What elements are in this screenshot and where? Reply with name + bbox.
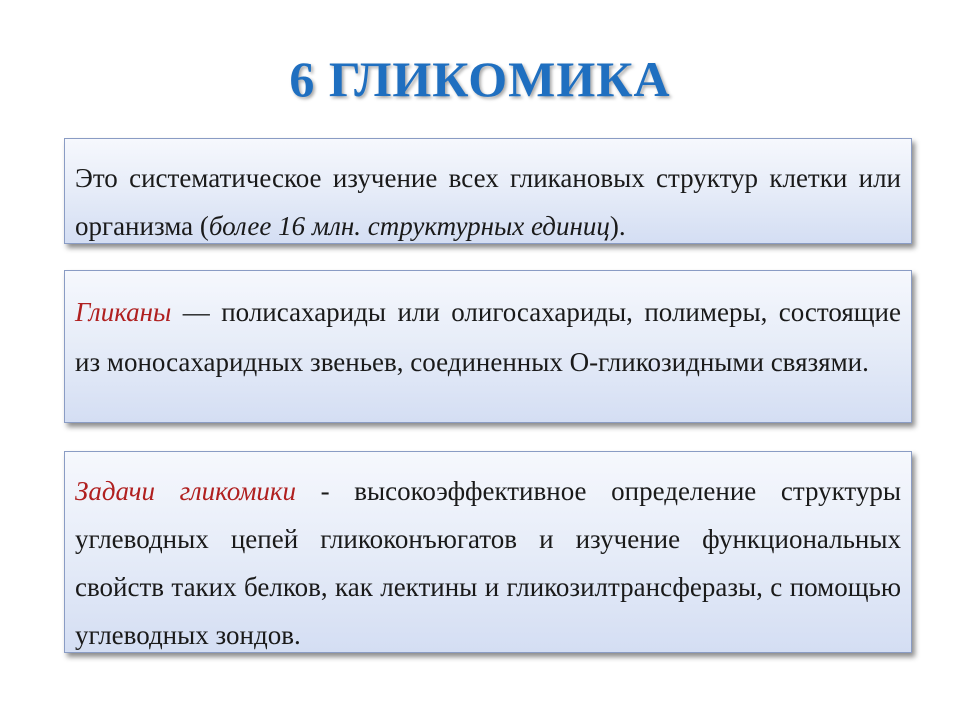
tasks-term: Задачи гликомики bbox=[75, 476, 297, 506]
definition-box bbox=[64, 138, 912, 244]
tasks-box bbox=[64, 451, 912, 653]
definition-italic-note: более 16 млн. структурных единиц bbox=[208, 211, 610, 241]
slide-title: 6 ГЛИКОМИКА bbox=[289, 51, 671, 107]
tasks-description: - высокоэффективное определение структуры углеводных цепей гликоконъюгатов и изучение функциональных свойств таких белков, как лектины и гликозилтрансферазы, с помощью углеводных зондов. bbox=[75, 476, 901, 650]
glycans-term: Гликаны bbox=[75, 297, 172, 327]
glycans-definition: — полисахариды или олигосахариды, полимеры, состоящие из моносахаридных звеньев, соединенных О-гликозидными связями. bbox=[75, 297, 901, 377]
glycans-box bbox=[64, 270, 912, 423]
definition-text-end: ). bbox=[609, 211, 626, 241]
definition-text: Это систематическое изучение всех гликановых структур клетки или организма ( bbox=[75, 163, 901, 241]
